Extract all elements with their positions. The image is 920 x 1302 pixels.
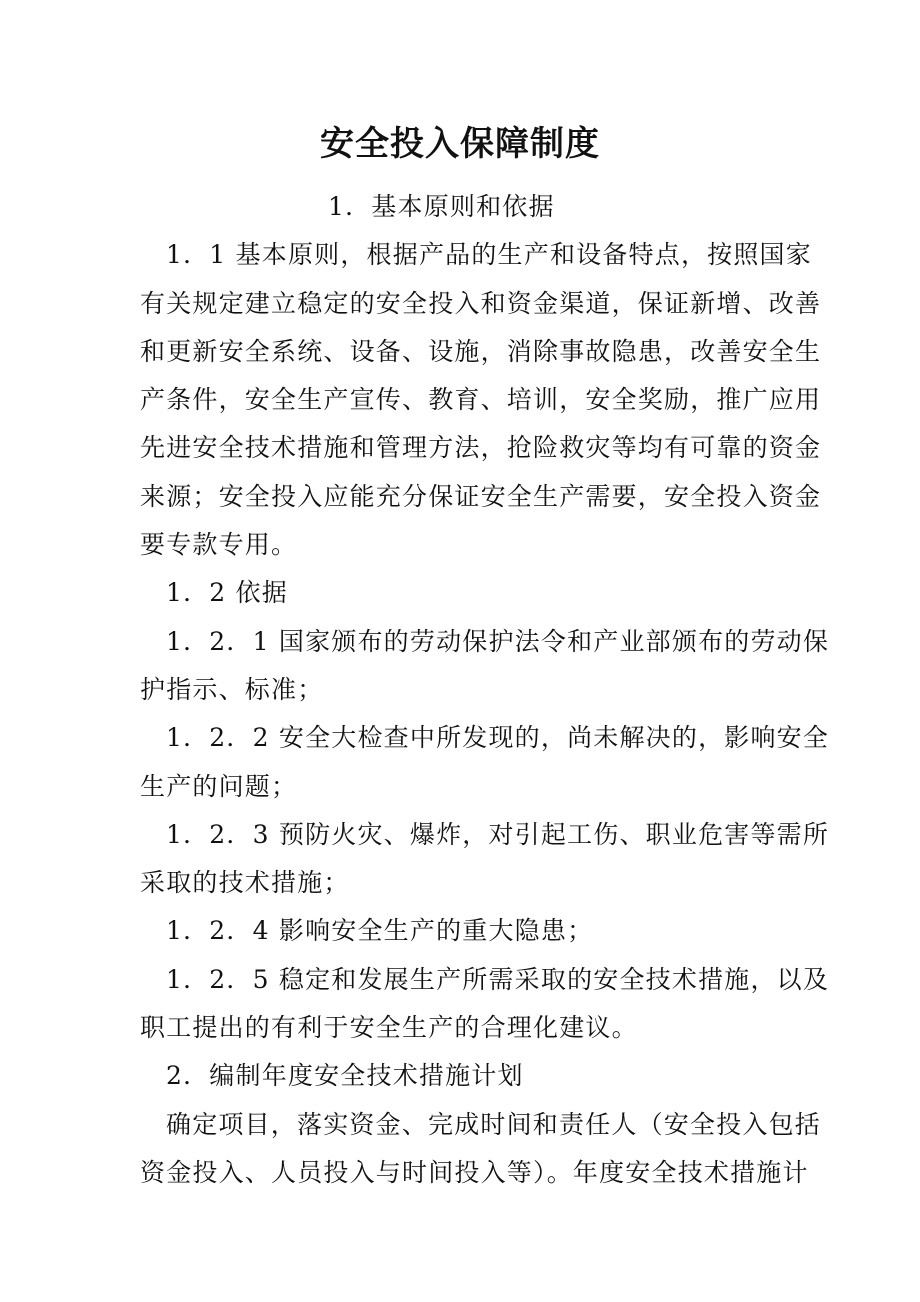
paragraph — [140, 183, 790, 231]
paragraph — [140, 811, 830, 908]
text-line: 有关规定建立稳定的安全投入和资金渠道，保证新增、改善 — [140, 288, 822, 318]
text-line: 来源；安全投入应能充分保证安全生产需要，安全投入资金 — [140, 481, 822, 511]
paragraph — [140, 907, 790, 955]
paragraph — [140, 1052, 790, 1100]
paragraph — [140, 231, 822, 569]
paragraph — [140, 714, 830, 811]
text-line: 1．1 基本原则，根据产品的生产和设备特点，按照国家 — [166, 240, 812, 270]
document-title: 安全投入保障制度 — [320, 124, 600, 164]
text-line: 职工提出的有利于安全生产的合理化建议。 — [140, 1013, 638, 1043]
text-line: 1．2．5 稳定和发展生产所需采取的安全技术措施，以及 — [166, 964, 830, 994]
text-line: 先进安全技术措施和管理方法，抢险救灾等均有可靠的资金 — [140, 433, 822, 463]
document-body — [140, 183, 830, 1197]
text-line: 采取的技术措施； — [140, 868, 350, 898]
paragraph — [140, 956, 830, 1053]
text-line: 1．2．4 影响安全生产的重大隐患； — [166, 916, 594, 946]
text-line: 确定项目，落实资金、完成时间和责任人（安全投入包括 — [166, 1109, 822, 1139]
text-line: 2．编制年度安全技术措施计划 — [166, 1061, 524, 1091]
paragraph — [140, 569, 790, 617]
text-line: 生产的问题； — [140, 771, 298, 801]
text-line: 1．2．3 预防火灾、爆炸，对引起工伤、职业危害等需所 — [166, 819, 830, 849]
paragraph — [140, 1101, 822, 1198]
text-line: 资金投入、人员投入与时间投入等）。年度安全技术措施计 — [140, 1157, 809, 1187]
text-line: 和更新安全系统、设备、设施，消除事故隐患，改善安全生 — [140, 336, 822, 366]
text-line: 1．2 依据 — [166, 578, 288, 608]
text-line: 护指示、标准； — [140, 674, 324, 704]
text-line: 要专款专用。 — [140, 530, 298, 560]
text-line: 产条件，安全生产宣传、教育、培训，安全奖励，推广应用 — [140, 385, 822, 415]
paragraph — [140, 618, 830, 715]
text-line: 1．2．2 安全大检查中所发现的，尚未解决的，影响安全 — [166, 723, 830, 753]
text-line: 1．基本原则和依据 — [328, 192, 555, 221]
text-line: 1．2．1 国家颁布的劳动保护法令和产业部颁布的劳动保 — [166, 626, 830, 656]
